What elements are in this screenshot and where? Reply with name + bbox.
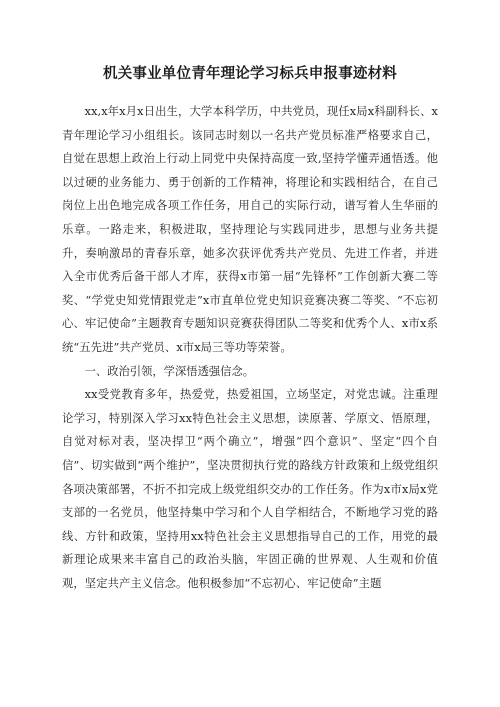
section-heading: 一、政治引领，学深悟透强信念。 — [84, 364, 255, 378]
document-title: 机关事业单位青年理论学习标兵申报事迹材料 — [103, 66, 397, 82]
intro-paragraph: xx,x年x月x日出生，大学本科学历，中共党员，现任x局x科副科长、x青年理论学习小组组长。该同志时刻以一名共产党员标准严格要求自己，自觉在思想上政治上行动上同党中央保持高度一致,坚持学懂弄通悟透。他以过硬的业务能力、勇于创新的工作精神，将理论和实践相结合，在自己岗位上出色地完成各项工作任务，用自己的实际行动，谱写着人生华丽的乐章。一路走来，积极进取，坚持理论与实践同进步，思想与业务共提升，奏响激昂的青春乐章，她多次获评优秀共产党员、先进工作者，并进入全市优秀后备干部人才库，获得x市第一届“先锋杯”工作创新大赛二等奖、“学党史知党情跟党走”x市直单位党史知识竞赛决赛二等奖、“不忘初心、牢记使命”主题教育专题知识竞赛获得团队二等奖和优秀个人、x市x系统“五先进”共产党员、x市x局三等功等荣誉。 — [62, 105, 438, 354]
section-paragraph: xx受党教育多年，热爱党，热爱祖国，立场坚定，对党忠诚。注重理论学习，特别深入学习xx特色社会主义思想，读原著、学原文、悟原理，自觉对标对表，坚决捍卫“两个确立”，增强“四个意识”、坚定“四个自信”、切实做到“两个维护”，坚决贯彻执行党的路线方针政策和上级党组织各项决策部署，不折不扣完成上级党组织交办的工作任务。作为x市x局x党支部的一名党员，他坚持集中学习和个人自学相结合，不断地学习党的路线、方针和政策，坚持用xx特色社会主义思想指导自己的工作，用党的最新理论成果来丰富自己的政治头脑，牢固正确的世界观、人生观和价值观，坚定共产主义信念。他积极参加“不忘初心、牢记使命”主题 — [62, 388, 438, 590]
